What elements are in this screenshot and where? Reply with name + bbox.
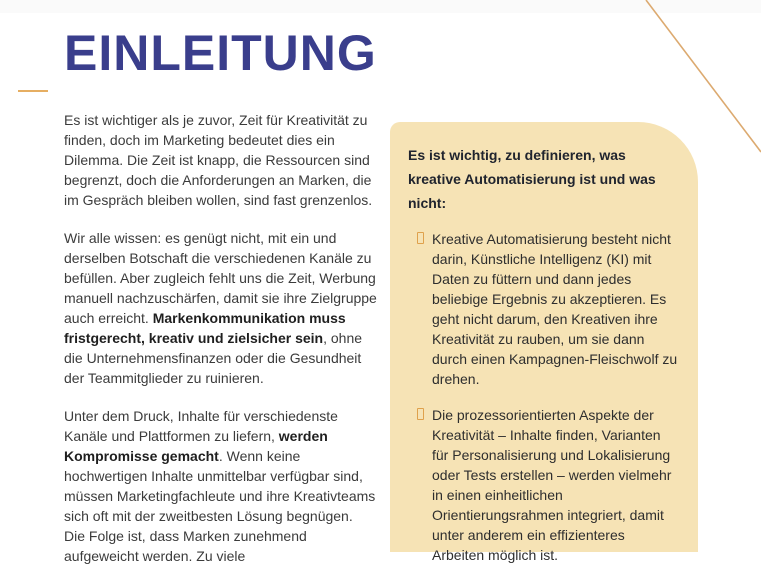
- callout-heading: Es ist wichtig, zu definieren, was kreative Automatisierung ist und was nicht:: [408, 147, 656, 211]
- body-text-segment: Unter dem Druck, Inhalte für verschiedenste Kanäle und Plattformen zu liefern,: [64, 408, 338, 444]
- body-text-segment: Wir alle wissen: es genügt nicht, mit ein und derselben Botschaft die verschiedenen Kanäle zu befüllen. Aber zugleich fehlt uns die Zeit, Werbung manuell nachzuschärfen, damit sie ihre Zielgruppe auch erreicht.: [64, 230, 377, 326]
- body-text-bold-segment: werden Kompromisse gemacht: [64, 428, 328, 464]
- body-text-bold-segment: Markenkommunikation muss fristgerecht, kreativ und zielsicher sein: [64, 310, 346, 346]
- callout-box: [390, 122, 698, 563]
- body-paragraph: [64, 406, 377, 566]
- square-bullet-icon: [417, 232, 424, 244]
- top-edge-strip: [0, 0, 761, 13]
- body-text: [64, 110, 377, 584]
- body-text-segment: , ohne die Unternehmensfinanzen oder die Gesundheit der Teammitglieder zu ruinieren.: [64, 330, 363, 386]
- callout-list: [408, 229, 678, 565]
- body-paragraph: [64, 228, 377, 388]
- body-text-segment: Es ist wichtiger als je zuvor, Zeit für Kreativität zu finden, doch im Marketing bedeutet dies ein Dilemma. Die Zeit ist knapp, die Ressourcen sind begrenzt, doch die Anforderungen an Marken, die im Gespräch bleiben wollen, sind fast grenzenlos.: [64, 112, 373, 208]
- body-paragraph: [64, 110, 377, 210]
- callout-list-item: [417, 229, 678, 389]
- callout-item-text: Kreative Automatisierung besteht nicht darin, Künstliche Intelligenz (KI) mit Daten zu füttern und dann jedes beliebige Ergebnis zu akzeptieren. Es geht nicht darum, den Kreativen ihre Kreativität zu rauben, um sie dann durch einen Kampagnen-Fleischwolf zu drehen.: [432, 231, 678, 387]
- callout-item-text: Die prozessorientierten Aspekte der Kreativität – Inhalte finden, Varianten für Personalisierung und Lokalisierung oder Tests erstellen – werden vielmehr in einen einheitlichen Orientierungsrahmen integriert, damit unter anderem ein effizienteres Arbeiten möglich ist.: [432, 407, 672, 563]
- body-text-segment: . Wenn keine hochwertigen Inhalte unmittelbar verfügbar sind, müssen Marketingfachleute und ihre Kreativteams sich oft mit der zweitbesten Lösung begnügen. Die Folge ist, dass Marken zunehmend aufgeweicht werden. Zu viele: [64, 448, 376, 564]
- title-underline-dash: [18, 90, 48, 92]
- page-title: EINLEITUNG: [64, 25, 377, 81]
- callout-list-item: [417, 405, 678, 565]
- square-bullet-icon: [417, 408, 424, 420]
